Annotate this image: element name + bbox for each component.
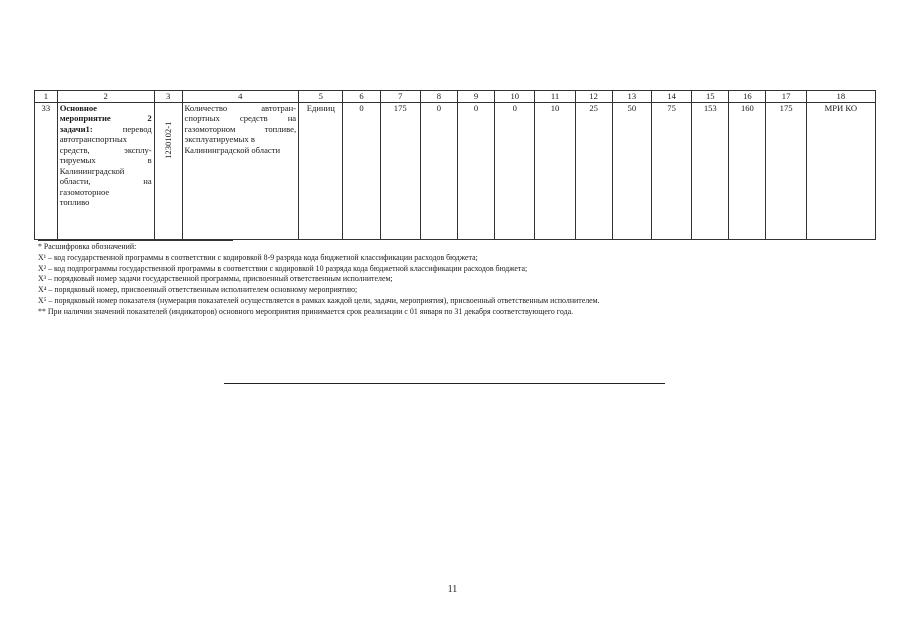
column-number: 3 <box>154 91 182 103</box>
table-row <box>35 103 876 240</box>
footnotes <box>38 240 868 317</box>
activity-line: тируемых в <box>59 155 152 166</box>
activity-line: средств, эксплу- <box>59 144 152 155</box>
footnote-line: X⁵ – порядковый номер показателя (нумерация показателей осуществляется в рамках каждой цели, задачи, мероприятия), присвоенный ответственным исполнителем. <box>38 295 600 305</box>
activity-line: Калининградской <box>59 165 125 176</box>
table-header-row <box>35 91 876 103</box>
value-cell: 153 <box>692 103 729 240</box>
value-cell: 175 <box>380 103 420 240</box>
page-number: 11 <box>447 584 458 595</box>
column-number: 11 <box>535 91 575 103</box>
value-cell: 25 <box>575 103 612 240</box>
activity-line: топливо <box>59 197 90 208</box>
column-number: 16 <box>729 91 766 103</box>
budget-code: 1230102-1 <box>162 121 173 159</box>
footnote-line: X⁴ – порядковый номер, присвоенный ответственным исполнителем основному мероприятию; <box>38 285 358 294</box>
column-number: 18 <box>806 91 875 103</box>
column-number: 1 <box>35 91 58 103</box>
column-number: 8 <box>420 91 457 103</box>
value-cell: 0 <box>458 103 495 240</box>
column-number: 13 <box>612 91 651 103</box>
footnote-line: ** При наличии значений показателей (индикаторов) основного мероприятия принимается срок реализации с 01 января по 31 декабря соответствующего года. <box>38 306 574 316</box>
column-number: 6 <box>343 91 380 103</box>
value-cell: 10 <box>535 103 575 240</box>
separator-line <box>224 383 665 384</box>
indicators-table <box>34 90 876 240</box>
activity-line: области, на <box>59 176 152 187</box>
code-cell <box>154 103 182 240</box>
activity-title-line: Основное <box>59 103 97 113</box>
footnote-divider <box>38 240 233 241</box>
footnote-title: * Расшифровка обозначений: <box>38 242 137 251</box>
value-cell: 75 <box>651 103 691 240</box>
value-cell: 0 <box>495 103 535 240</box>
column-number: 17 <box>766 91 806 103</box>
unit-cell: Единиц <box>299 103 343 240</box>
column-number: 10 <box>495 91 535 103</box>
indicator-cell <box>182 103 299 240</box>
column-number: 15 <box>692 91 729 103</box>
activity-title-line: задачи1: перевод <box>59 123 152 134</box>
value-cell: 0 <box>420 103 457 240</box>
column-number: 12 <box>575 91 612 103</box>
column-number: 4 <box>182 91 299 103</box>
value-cell: 160 <box>729 103 766 240</box>
row-number: 33 <box>35 103 58 240</box>
value-cell: 0 <box>343 103 380 240</box>
activity-line: автотранспортных <box>59 134 128 145</box>
activity-line: газомоторное <box>59 186 110 197</box>
indicator-text-end: Калининградской области <box>184 144 281 155</box>
footnote-line: X³ – порядковый номер задачи государственной программы, присвоенный ответственным исполнителем; <box>38 274 393 284</box>
column-number: 7 <box>380 91 420 103</box>
column-number: 9 <box>458 91 495 103</box>
column-number: 5 <box>299 91 343 103</box>
value-cell: 175 <box>766 103 806 240</box>
indicator-text: Количество автотран-спортных средств на газомоторном топливе, эксплуатируемых в <box>184 103 297 145</box>
column-number: 14 <box>651 91 691 103</box>
activity-name-cell <box>57 103 154 240</box>
column-number: 2 <box>57 91 154 103</box>
executor-cell: МРИ КО <box>806 103 875 240</box>
footnote-line: X² – код подпрограммы государственной программы в соответствии с кодировкой 10 разряда кода бюджетной классификации расходов бюджета; <box>38 263 528 273</box>
value-cell: 50 <box>612 103 651 240</box>
activity-title-line: мероприятие 2 <box>59 113 152 124</box>
footnote-line: X¹ – код государственной программы в соответствии с кодировкой 8-9 разряда кода бюджетной классификации расходов бюджета; <box>38 252 478 262</box>
